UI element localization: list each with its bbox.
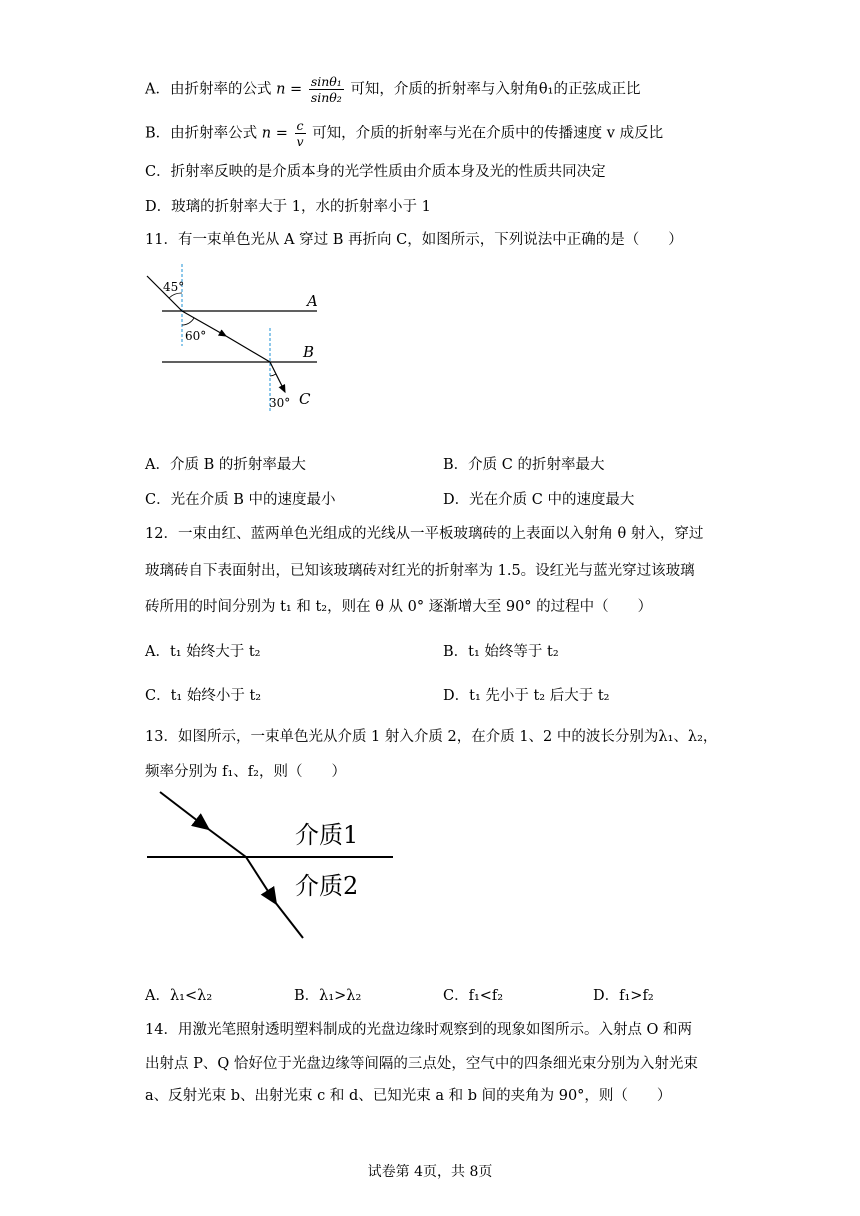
q10-option-a <box>145 74 640 105</box>
q14-stem-line-2: 出射点 P、Q 恰好位于光盘边缘等间隔的三点处，空气中的四条细光束分别为入射光束 <box>145 1056 698 1072</box>
q13-stem-line-1: 13．如图所示，一束单色光从介质 1 射入介质 2，在介质 1、2 中的波长分别为λ₁、λ₂， <box>145 729 718 745</box>
q13-option-a: A．λ₁<λ₂ <box>145 988 213 1004</box>
q13-figure <box>145 788 405 943</box>
q11-option-c: C．光在介质 B 中的速度最小 <box>145 492 336 508</box>
q10-option-d: D．玻璃的折射率大于 1，水的折射率小于 1 <box>145 199 431 215</box>
q12-option-d: D．t₁ 先小于 t₂ 后大于 t₂ <box>443 688 610 704</box>
option-text: B．由折射率公式 <box>145 125 258 142</box>
q13-option-c: C．f₁<f₂ <box>443 988 504 1004</box>
q12-stem-line-2: 玻璃砖自下表面射出，已知该玻璃砖对红光的折射率为 1.5。设红光与蓝光穿过该玻璃 <box>145 563 695 579</box>
q10-option-c: C．折射率反映的是介质本身的光学性质由介质本身及光的性质共同决定 <box>145 164 606 180</box>
medium-1-label: 介质1 <box>295 821 359 849</box>
page-footer: 试卷第 4页，共 8页 <box>367 1164 493 1180</box>
q12-stem-line-3: 砖所用的时间分别为 t₁ 和 t₂，则在 θ 从 0° 逐渐增大至 90° 的过程中（ ） <box>145 599 653 615</box>
formula-fraction <box>309 74 344 105</box>
incident-ray <box>160 792 207 828</box>
formula-numerator: sinθ₁ <box>310 74 342 89</box>
refracted-ray-tail <box>275 902 303 938</box>
incident-ray-tail <box>207 828 246 857</box>
formula-fraction <box>294 118 305 149</box>
q11-figure <box>145 262 345 417</box>
q12-option-c: C．t₁ 始终小于 t₂ <box>145 688 262 704</box>
q14-stem-line-1: 14．用激光笔照射透明塑料制成的光盘边缘时观察到的现象如图所示。入射点 O 和两 <box>145 1022 693 1038</box>
q13-stem-line-2: 频率分别为 f₁、f₂，则（ ） <box>145 764 346 780</box>
q12-option-b: B．t₁ 始终等于 t₂ <box>443 644 559 660</box>
formula-denominator: v <box>296 134 304 149</box>
angle-label-30: 30° <box>269 396 291 410</box>
formula-lhs: n = <box>276 81 303 98</box>
q13-option-b: B．λ₁>λ₂ <box>294 988 362 1004</box>
medium-label-b: B <box>303 343 315 361</box>
medium-label-c: C <box>299 390 311 408</box>
refracted-ray-b-tail <box>226 336 270 362</box>
q11-option-d: D．光在介质 C 中的速度最大 <box>443 492 635 508</box>
q12-stem-line-1: 12．一束由红、蓝两单色光组成的光线从一平板玻璃砖的上表面以入射角 θ 射入，穿过 <box>145 526 704 542</box>
formula-denominator: sinθ₂ <box>310 90 342 105</box>
angle-arc-30 <box>270 374 276 376</box>
option-text: 可知，介质的折射率与光在介质中的传播速度 v 成反比 <box>312 125 664 142</box>
refracted-ray-c <box>270 362 285 392</box>
medium-label-a: A <box>307 292 318 310</box>
option-text: 可知，介质的折射率与入射角θ₁的正弦成正比 <box>350 81 641 98</box>
q11-option-a: A．介质 B 的折射率最大 <box>145 457 306 473</box>
q10-option-b <box>145 118 663 149</box>
option-text: A．由折射率的公式 <box>145 81 272 98</box>
formula-numerator: c <box>296 118 304 133</box>
refracted-ray <box>246 857 275 902</box>
angle-arc-60 <box>182 318 194 325</box>
q14-stem-line-3: a、反射光束 b、出射光束 c 和 d、已知光束 a 和 b 间的夹角为 90°，则（ ） <box>145 1088 672 1104</box>
q12-option-a: A．t₁ 始终大于 t₂ <box>145 644 261 660</box>
q11-option-b: B．介质 C 的折射率最大 <box>443 457 605 473</box>
q11-stem: 11．有一束单色光从 A 穿过 B 再折向 C，如图所示，下列说法中正确的是（ ） <box>145 232 683 248</box>
medium-2-label: 介质2 <box>295 872 359 900</box>
q13-option-d: D．f₁>f₂ <box>593 988 654 1004</box>
angle-label-60: 60° <box>185 329 207 343</box>
formula-lhs: n = <box>261 125 288 142</box>
angle-label-45: 45° <box>163 280 185 294</box>
